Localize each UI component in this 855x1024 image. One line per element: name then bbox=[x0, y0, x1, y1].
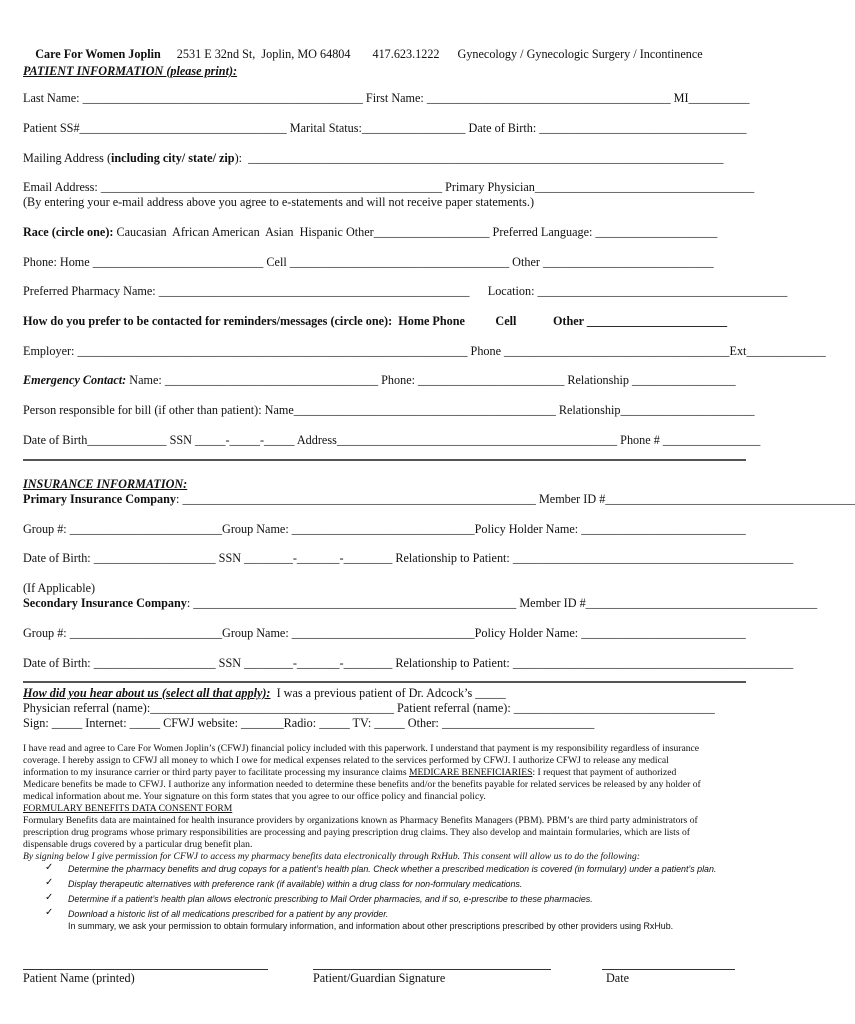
consent-item: Download a historic list of all medications prescribed for a patient by any provider. bbox=[68, 909, 389, 919]
formulary-heading: FORMULARY BENEFITS DATA CONSENT FORM bbox=[23, 803, 233, 814]
phone-line[interactable]: Phone: Home ____________________________ Cell ____________________________________ Other ____________________________ bbox=[23, 255, 714, 269]
email-note: (By entering your e-mail address above you agree to e-statements and will not receive paper statements.) bbox=[23, 195, 535, 209]
contact-pref-line[interactable]: How do you prefer to be contacted for reminders/messages (circle one): Home Phone Cell Other _______________________ bbox=[23, 314, 728, 328]
race-rest: Caucasian African American Asian Hispanic Other___________________ Preferred Language: ____________________ bbox=[113, 225, 718, 239]
primary-label: Primary Insurance Company bbox=[23, 492, 177, 506]
date-signature-line[interactable] bbox=[602, 969, 735, 970]
policy-text: information to my insurance carrier or third party payer to facilitate processing my insurance claims bbox=[23, 767, 410, 778]
consent-line: By signing below I give permission for CFWJ to access my pharmacy benefits data electronically through RxHub. This consent will allow us to do the following: bbox=[23, 851, 640, 862]
formulary-line: dispensable drugs covered by a particular drug benefit plan. bbox=[23, 839, 253, 850]
policy-line: I have read and agree to Care For Women Joplin’s (CFWJ) financial policy included with this paperwork. I understand that payment is my responsibility regardless of insurance bbox=[23, 743, 700, 754]
race-label: Race (circle one): bbox=[23, 225, 114, 239]
if-applicable: (If Applicable) bbox=[23, 581, 96, 595]
section-divider bbox=[23, 459, 746, 461]
checkmark-icon: ✓ bbox=[45, 877, 54, 888]
policy-line: Medicare benefits be made to CFWJ. I authorize any information needed to determine these benefits and/or the benefits payable for related services be released by any holder of bbox=[23, 779, 701, 790]
consent-item: Determine the pharmacy benefits and drug copays for a patient’s health plan. Check whether a prescribed medication is covered (in formulary) under a patient’s plan. bbox=[68, 864, 717, 874]
consent-item: Determine if a patient’s health plan allows electronic prescribing to Mail Order pharmacies, and if so, e-prescribe to these pharmacies. bbox=[68, 894, 593, 904]
emergency-rest: Name: ___________________________________ Phone: ________________________ Relationship _________________ bbox=[126, 373, 736, 387]
practice-specialties: Gynecology / Gynecologic Surgery / Incontinence bbox=[457, 47, 703, 61]
guardian-signature-line[interactable] bbox=[313, 969, 551, 970]
primary-dob-line[interactable]: Date of Birth: ____________________ SSN ________-_______-________ Relationship to Patient: ______________________________________________ bbox=[23, 551, 794, 565]
primary-insurance-line[interactable] bbox=[23, 492, 855, 506]
checkmark-icon: ✓ bbox=[45, 892, 54, 903]
patient-info-heading: PATIENT INFORMATION (please print): bbox=[23, 64, 238, 78]
checkmark-icon: ✓ bbox=[45, 862, 54, 873]
policy-line bbox=[23, 767, 676, 779]
secondary-rest: : _____________________________________________________ Member ID #______________________________________ bbox=[186, 596, 818, 610]
emergency-line[interactable] bbox=[23, 373, 736, 387]
responsible-line[interactable]: Person responsible for bill (if other than patient): Name___________________________________________ Relationship______________________ bbox=[23, 403, 755, 417]
secondary-insurance-line[interactable] bbox=[23, 596, 817, 610]
policy-line: medical information about me. Your signature on this form states that you agree to our office policy and financial policy. bbox=[23, 791, 486, 802]
medicare-heading: MEDICARE BENEFICIARIES bbox=[409, 767, 533, 778]
practice-phone: 417.623.1222 bbox=[372, 47, 440, 61]
insurance-heading: INSURANCE INFORMATION: bbox=[23, 477, 188, 491]
policy-line: coverage. I hereby assign to CFWJ all money to which I owe for medical expenses related to the services performed by CFWJ. I authorize CFWJ to release any medical bbox=[23, 755, 669, 766]
secondary-dob-line[interactable]: Date of Birth: ____________________ SSN ________-_______-________ Relationship to Patient: ______________________________________________ bbox=[23, 656, 794, 670]
referral-heading: How did you hear about us (select all that apply): bbox=[23, 686, 271, 700]
date-label: Date bbox=[606, 971, 630, 985]
formulary-line: prescription drug programs whose primary responsibilities are processing and paying prescription drug claims. They also develop and maintain formularies, which are lists of bbox=[23, 827, 690, 838]
mailing-rest: ): ______________________________________________________________________________ bbox=[234, 151, 724, 165]
race-line[interactable] bbox=[23, 225, 717, 239]
consent-summary: In summary, we ask your permission to obtain formulary information, and information about other prescriptions prescribed by other providers using RxHub. bbox=[68, 921, 674, 931]
checkmark-icon: ✓ bbox=[45, 907, 54, 918]
secondary-label: Secondary Insurance Company bbox=[23, 596, 187, 610]
patient-name-signature-line[interactable] bbox=[23, 969, 268, 970]
referral-sign-line[interactable]: Sign: _____ Internet: _____ CFWJ website: _______Radio: _____ TV: _____ Other: _________________________ bbox=[23, 716, 595, 730]
mailing-label: Mailing Address ( bbox=[23, 151, 112, 165]
policy-text: : I request that payment of authorized bbox=[532, 767, 677, 778]
responsible-dob-line[interactable]: Date of Birth_____________ SSN _____-_____-_____ Address______________________________________________ Phone # ________________ bbox=[23, 433, 761, 447]
practice-name: Care For Women Joplin bbox=[35, 47, 161, 61]
patient-name-label: Patient Name (printed) bbox=[23, 971, 135, 985]
employer-line[interactable]: Employer: ________________________________________________________________ Phone _____________________________________Ext_____________ bbox=[23, 344, 826, 358]
guardian-signature-label: Patient/Guardian Signature bbox=[313, 971, 446, 985]
name-line[interactable]: Last Name: ______________________________________________ First Name: ________________________________________ MI__________ bbox=[23, 91, 750, 105]
formulary-line: Formulary Benefits data are maintained for health insurance providers by organizations known as Pharmacy Benefits Managers (PBM). PBM’s are third party administrators of bbox=[23, 815, 698, 826]
consent-item: Display therapeutic alternatives with preference rank (if available) within a drug class for non-formulary medications. bbox=[68, 879, 523, 889]
ss-line[interactable]: Patient SS#__________________________________ Marital Status:_________________ Date of Birth: __________________________________ bbox=[23, 121, 747, 135]
pharmacy-line[interactable]: Preferred Pharmacy Name: ___________________________________________________ Location: _________________________________________ bbox=[23, 284, 788, 298]
referral-physician-line[interactable]: Physician referral (name):________________________________________ Patient referral (name): _________________________________ bbox=[23, 701, 715, 715]
section-divider bbox=[23, 681, 746, 683]
mailing-line[interactable] bbox=[23, 151, 723, 165]
primary-rest: : __________________________________________________________ Member ID #_________________________________________ bbox=[176, 492, 855, 506]
email-line[interactable]: Email Address: ________________________________________________________ Primary Physician____________________________________ bbox=[23, 180, 755, 194]
primary-group-line[interactable]: Group #: _________________________Group Name: ______________________________Policy Holder Name: ___________________________ bbox=[23, 522, 746, 536]
referral-line[interactable] bbox=[23, 686, 506, 700]
practice-address: 2531 E 32nd St, Joplin, MO 64804 bbox=[176, 47, 351, 61]
referral-prev: I was a previous patient of Dr. Adcock’s _____ bbox=[270, 686, 506, 700]
mailing-bold: including city/ state/ zip bbox=[111, 151, 235, 165]
secondary-group-line[interactable]: Group #: _________________________Group Name: ______________________________Policy Holder Name: ___________________________ bbox=[23, 626, 746, 640]
emergency-label: Emergency Contact: bbox=[23, 373, 127, 387]
